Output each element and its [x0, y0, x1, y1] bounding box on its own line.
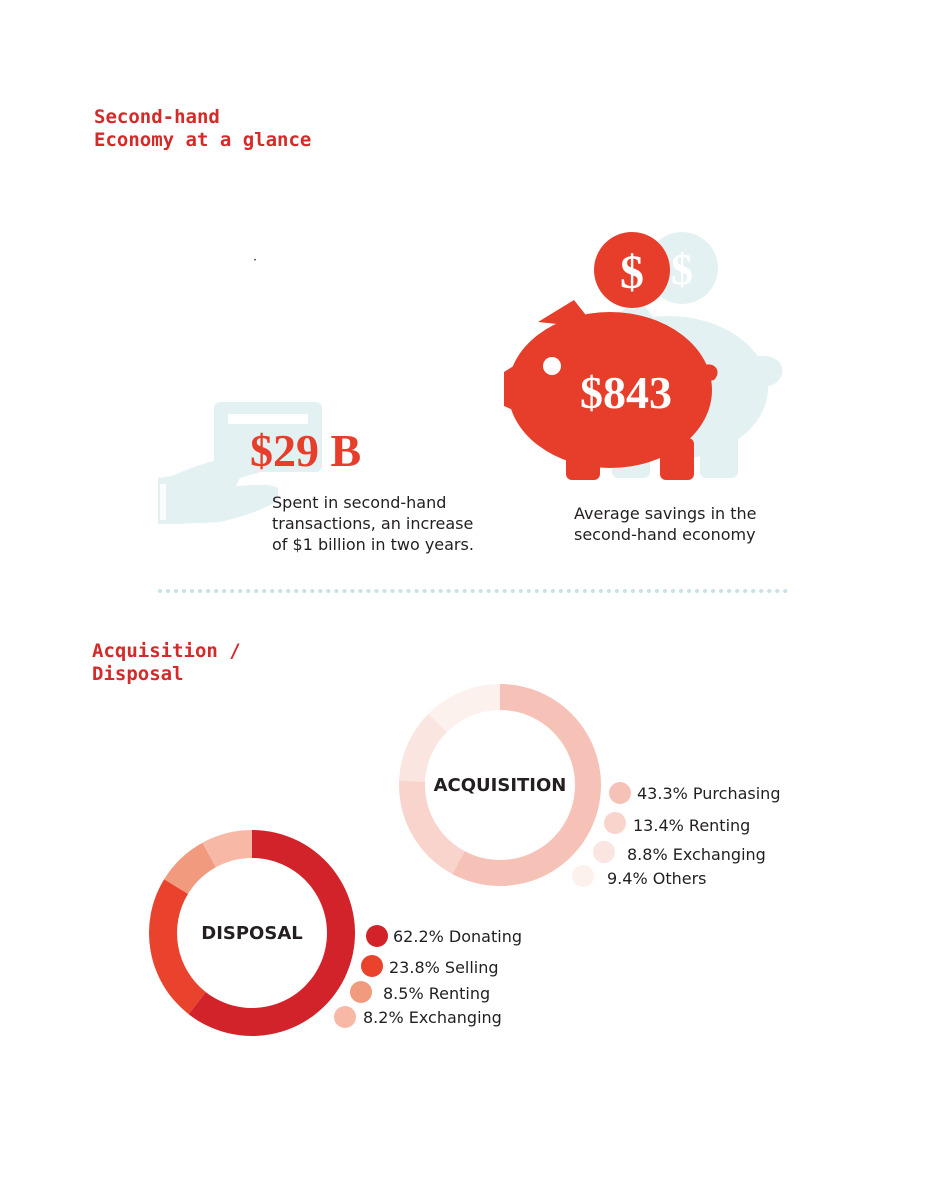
caption-line: of $1 billion in two years. [272, 535, 474, 554]
section-title-line: Second-hand [94, 106, 220, 128]
legend-swatch [572, 865, 594, 887]
section-title-line: Acquisition / [92, 640, 241, 662]
legend-swatch [593, 841, 615, 863]
legend-swatch [361, 955, 383, 977]
legend-label: 13.4% Renting [633, 816, 751, 835]
legend-label: 8.8% Exchanging [627, 845, 766, 864]
legend-label: 8.2% Exchanging [363, 1008, 502, 1027]
caption-line: second-hand economy [574, 525, 756, 544]
legend-label: 43.3% Purchasing [637, 784, 781, 803]
legend-swatch [350, 981, 372, 1003]
section-title-line: Disposal [92, 663, 184, 685]
legend-swatch [609, 782, 631, 804]
legend-label: 8.5% Renting [383, 984, 491, 1003]
svg-text:$: $ [620, 246, 644, 299]
donut-slice-selling [149, 879, 206, 1014]
stat-savings-value: $843 [580, 367, 672, 418]
section-title-line: Economy at a glance [94, 129, 312, 151]
legend-label: 62.2% Donating [393, 927, 522, 946]
svg-text:$: $ [671, 245, 693, 294]
caption-line: Spent in second-hand [272, 493, 447, 512]
legend-swatch [334, 1006, 356, 1028]
stat-spent-value: $29 B [250, 425, 362, 476]
donut-title: ACQUISITION [433, 775, 567, 796]
legend-label: 9.4% Others [607, 869, 707, 888]
stray-dot: • [254, 258, 257, 264]
legend-swatch [604, 812, 626, 834]
donut-title: DISPOSAL [201, 923, 303, 944]
legend-swatch [366, 925, 388, 947]
caption-line: Average savings in the [574, 504, 757, 523]
caption-line: transactions, an increase [272, 514, 474, 533]
legend-label: 23.8% Selling [389, 958, 499, 977]
